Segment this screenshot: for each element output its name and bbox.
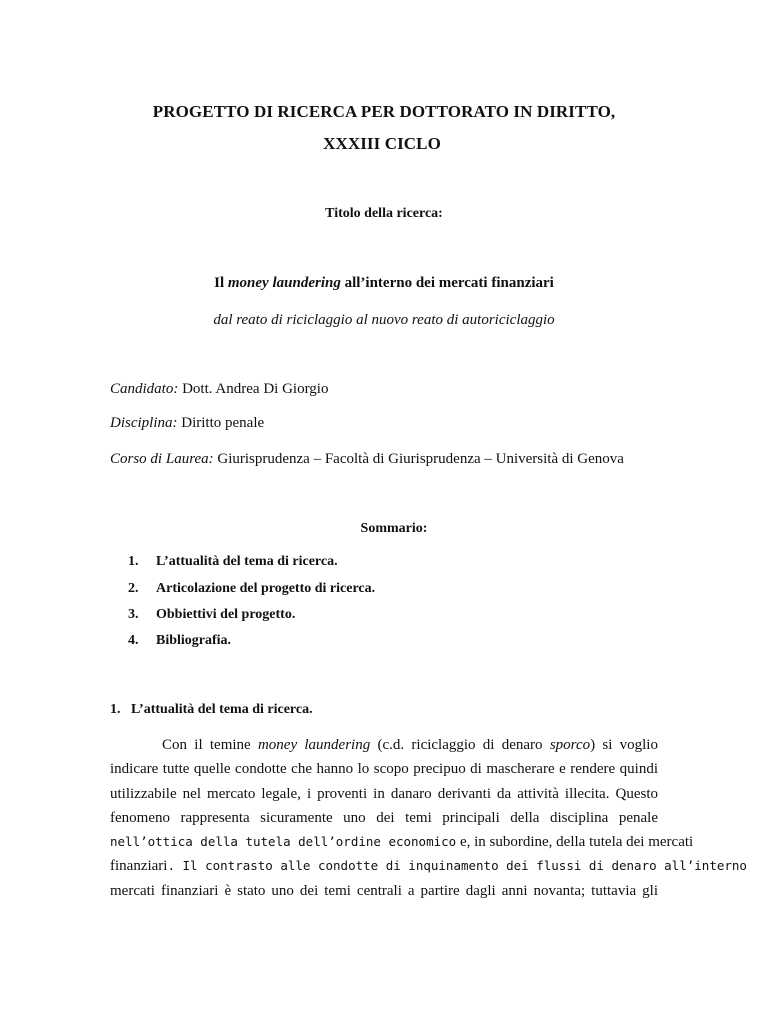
section-1-paragraph: [110, 733, 747, 903]
document-title-line-1: PROGETTO DI RICERCA PER DOTTORATO IN DIRITTO,: [152, 102, 616, 121]
discipline-label: Disciplina:: [110, 415, 178, 431]
text-run-italic: sporco: [549, 737, 591, 753]
document-title-line-2: XXXIII CICLO: [323, 134, 441, 153]
text-run: (c.d. riciclaggio di denaro: [370, 737, 550, 753]
summary-item-number: 3.: [128, 607, 139, 622]
text-run: ) si voglio: [590, 737, 658, 753]
summary-item-number: 2.: [128, 581, 139, 596]
course-line: [110, 451, 624, 468]
summary-item-text: Obbiettivi del progetto.: [156, 607, 296, 622]
candidate-value: Dott. Andrea Di Giorgio: [178, 381, 329, 397]
section-1-heading: 1. L’attualità del tema di ricerca.: [110, 702, 313, 717]
summary-heading: Sommario:: [360, 521, 428, 536]
paragraph-line: mercati finanziari è stato uno dei temi centrali a partire dagli anni novanta; tuttavia gli: [110, 882, 658, 899]
research-title: [0, 275, 768, 292]
text-run: finanziari: [110, 858, 168, 875]
summary-item: [128, 633, 231, 649]
candidate-label: Candidato:: [110, 381, 179, 397]
research-title-label: Titolo della ricerca:: [325, 206, 443, 221]
summary-item-text: Bibliografia.: [156, 633, 232, 648]
summary-item: [128, 554, 338, 570]
paragraph-line: fenomeno rappresenta sicuramente uno dei temi principali della disciplina penale: [110, 809, 658, 826]
candidate-line: [110, 381, 328, 398]
paragraph-line: [110, 830, 694, 854]
summary-item-number: 4.: [128, 633, 139, 648]
text-run-mono: nell’ottica della tutela dell’ordine economico: [110, 834, 457, 850]
summary-item: [128, 607, 295, 623]
text-run-mono: . Il contrasto alle condotte di inquinamento dei flussi di denaro all’interno: [167, 858, 747, 874]
summary-item-text: L’attualità del tema di ricerca.: [156, 554, 338, 569]
summary-item-number: 1.: [128, 554, 139, 569]
research-title-prefix: Il: [214, 275, 228, 291]
research-title-suffix: all’interno dei mercati finanziari: [340, 275, 554, 291]
paragraph-line: [110, 733, 658, 757]
course-value: Giurisprudenza – Facoltà di Giurisprudenza – Università di Genova: [213, 451, 624, 467]
paragraph-line: indicare tutte quelle condotte che hanno lo scopo precipuo di mascherare e rendere quindi: [110, 761, 658, 778]
text-run: e, in subordine, della tutela dei mercati: [456, 834, 694, 851]
research-subtitle: dal reato di riciclaggio al nuovo reato di autoriciclaggio: [213, 312, 555, 328]
paragraph-line: [110, 854, 747, 878]
discipline-value: Diritto penale: [177, 415, 265, 431]
text-run-italic: money laundering: [257, 737, 371, 753]
summary-item-text: Articolazione del progetto di ricerca.: [156, 581, 376, 596]
text-run: Con il temine: [162, 737, 258, 753]
paragraph-line: utilizzabile nel mercato legale, i proventi in danaro derivanti da attività illecita. Questo: [110, 785, 658, 802]
summary-item: [128, 581, 375, 597]
course-label: Corso di Laurea:: [110, 451, 214, 467]
research-title-italic: money laundering: [227, 275, 341, 291]
discipline-line: [110, 415, 264, 432]
